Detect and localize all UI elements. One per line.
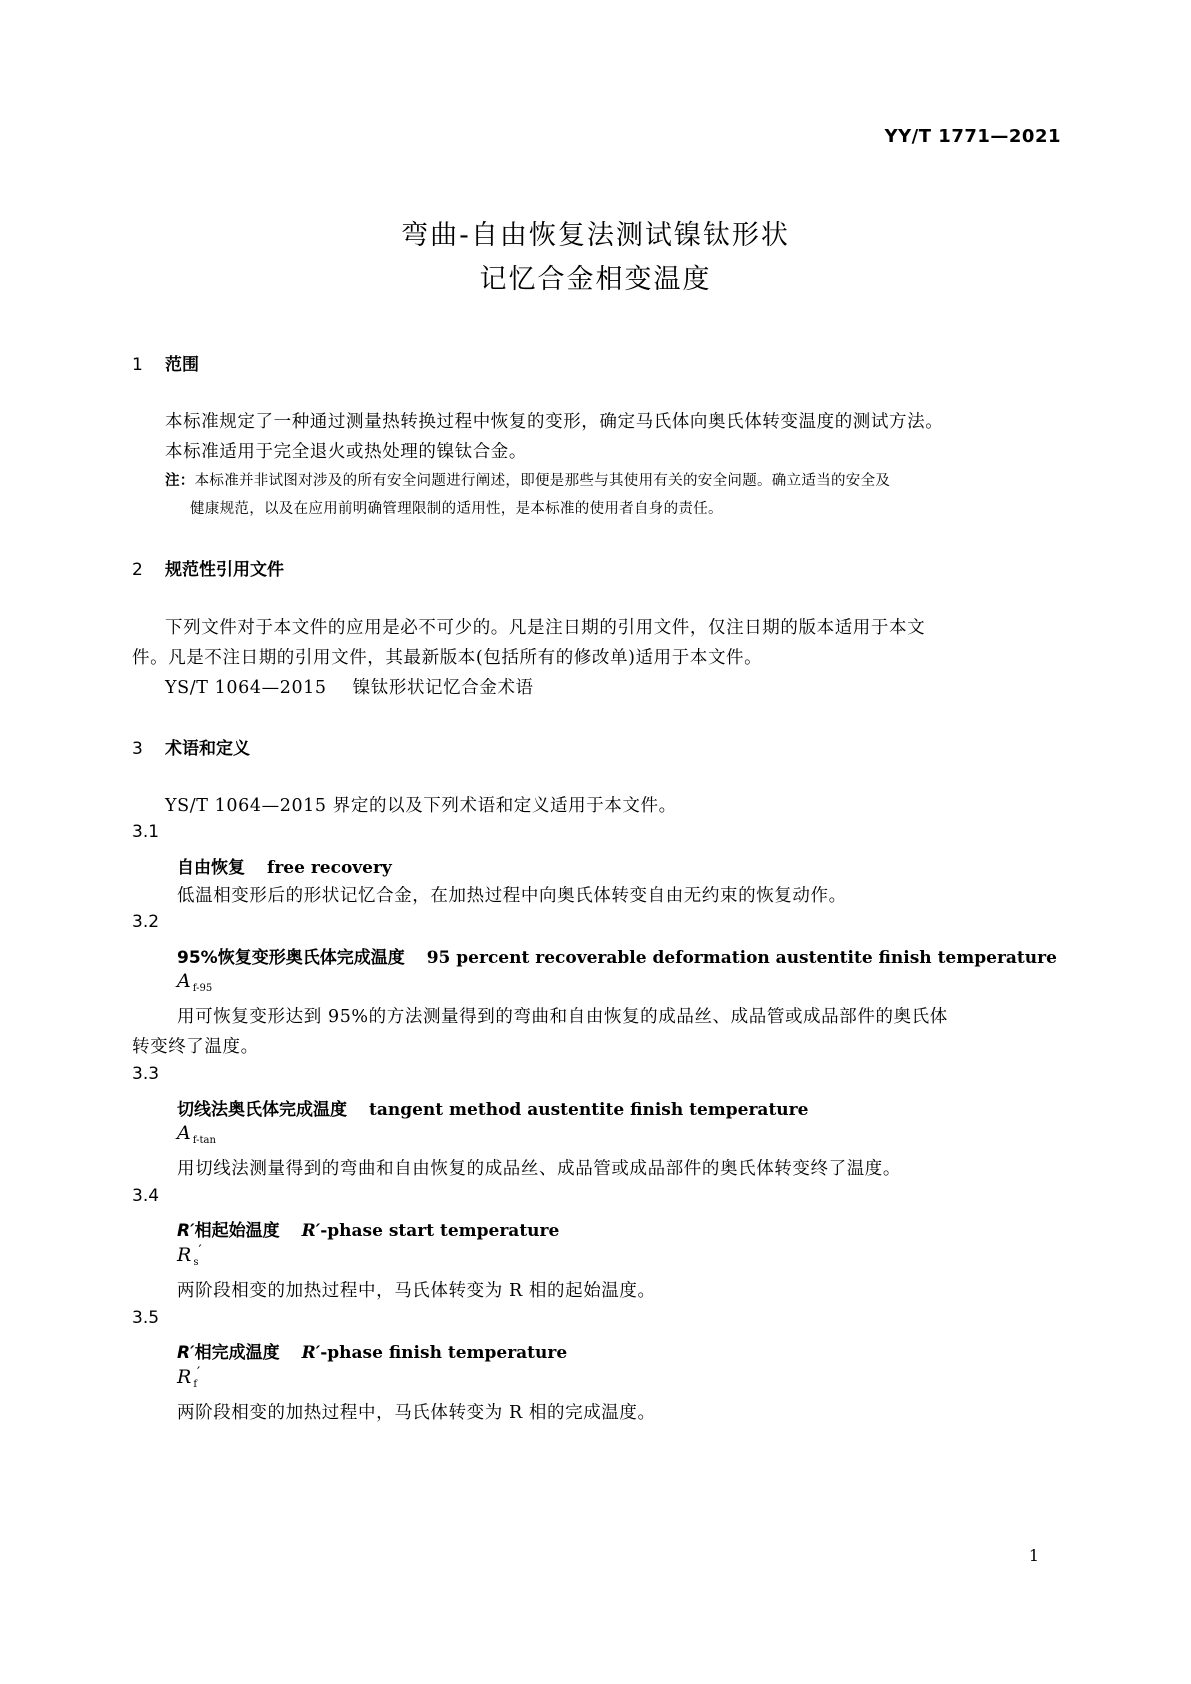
references-paragraph-line-1: 下列文件对于本文件的应用是必不可少的。凡是注日期的引用文件，仅注日期的版本适用于本文 bbox=[165, 618, 926, 638]
term-cn: 切线法奥氏体完成温度 bbox=[177, 1100, 347, 1120]
term-symbol: A $_{f-tan}$ bbox=[177, 1122, 216, 1146]
term-en-symbol: R′ bbox=[301, 1343, 321, 1363]
term-cn: 自由恢复 bbox=[177, 858, 245, 878]
scope-paragraph-2: 本标准适用于完全退火或热处理的镍钛合金。 bbox=[165, 442, 527, 462]
term-symbol: R $_s$′ bbox=[177, 1243, 202, 1268]
standard-code: YY/T 1771—2021 bbox=[884, 126, 1061, 147]
term-en: 95 percent recoverable deformation austentite finish temperature bbox=[426, 948, 1057, 968]
section-3-heading bbox=[132, 734, 250, 759]
references-paragraph-line-2: 件。凡是不注日期的引用文件，其最新版本(包括所有的修改单)适用于本文件。 bbox=[132, 648, 763, 668]
term-en: -phase finish temperature bbox=[320, 1343, 568, 1363]
section-title: 术语和定义 bbox=[165, 739, 250, 759]
term-definition: 用切线法测量得到的弯曲和自由恢复的成品丝、成品管或成品部件的奥氏体转变终了温度。 bbox=[177, 1159, 901, 1179]
term-definition-line-2: 转变终了温度。 bbox=[132, 1037, 259, 1057]
term-cn: 95%恢复变形奥氏体完成温度 bbox=[177, 948, 405, 968]
scope-note-line-2: 健康规范，以及在应用前明确管理限制的适用性，是本标准的使用者自身的责任。 bbox=[190, 501, 723, 517]
section-1-heading bbox=[132, 350, 199, 375]
document-title-line-1: 弯曲-自由恢复法测试镍钛形状 bbox=[401, 220, 790, 251]
scope-paragraph-1: 本标准规定了一种通过测量热转换过程中恢复的变形，确定马氏体向奥氏体转变温度的测试方法。 bbox=[165, 412, 944, 432]
term-definition: 两阶段相变的加热过程中，马氏体转变为 R 相的完成温度。 bbox=[177, 1403, 656, 1423]
term-en: tangent method austentite finish temperature bbox=[369, 1100, 809, 1120]
term-number: 3.2 bbox=[132, 912, 160, 932]
term-cn: 相完成温度 bbox=[194, 1343, 280, 1363]
section-title: 范围 bbox=[165, 355, 199, 375]
term-number: 3.1 bbox=[132, 822, 160, 842]
term-definition: 两阶段相变的加热过程中，马氏体转变为 R 相的起始温度。 bbox=[177, 1281, 656, 1301]
note-label: 注： bbox=[165, 473, 195, 489]
section-number: 2 bbox=[132, 560, 143, 580]
section-number: 1 bbox=[132, 355, 143, 375]
reference-title: 镍钛形状记忆合金术语 bbox=[352, 678, 534, 698]
section-title: 规范性引用文件 bbox=[165, 560, 284, 580]
terms-intro: YS/T 1064—2015 界定的以及下列术语和定义适用于本文件。 bbox=[165, 796, 677, 816]
term-definition: 低温相变形后的形状记忆合金，在加热过程中向奥氏体转变自由无约束的恢复动作。 bbox=[177, 886, 847, 906]
term-entry bbox=[177, 1216, 559, 1241]
term-cn-symbol: R′ bbox=[177, 1343, 195, 1363]
term-number: 3.4 bbox=[132, 1186, 160, 1206]
reference-entry bbox=[165, 674, 534, 699]
term-en: free recovery bbox=[267, 858, 392, 878]
note-text: 本标准并非试图对涉及的所有安全问题进行阐述，即便是那些与其使用有关的安全问题。确立适当的安全及 bbox=[194, 473, 891, 489]
term-en-symbol: R′ bbox=[301, 1221, 321, 1241]
term-number: 3.5 bbox=[132, 1308, 160, 1328]
term-entry bbox=[177, 1338, 567, 1363]
term-entry bbox=[177, 1095, 808, 1120]
term-en: -phase start temperature bbox=[320, 1221, 560, 1241]
term-symbol: A $_{f-95}$ bbox=[177, 970, 213, 994]
reference-code: YS/T 1064—2015 bbox=[165, 678, 327, 698]
page-number: 1 bbox=[1028, 1546, 1039, 1565]
term-cn: 相起始温度 bbox=[194, 1221, 280, 1241]
document-title-line-2: 记忆合金相变温度 bbox=[479, 264, 712, 295]
scope-note-line-1 bbox=[165, 469, 890, 490]
term-definition-line-1: 用可恢复变形达到 95%的方法测量得到的弯曲和自由恢复的成品丝、成品管或成品部件的奥氏体 bbox=[177, 1007, 948, 1027]
term-number: 3.3 bbox=[132, 1064, 160, 1084]
term-cn-symbol: R′ bbox=[177, 1221, 195, 1241]
term-entry bbox=[177, 943, 1057, 968]
term-entry bbox=[177, 853, 392, 878]
term-symbol: R $_f$′ bbox=[177, 1365, 201, 1390]
section-2-heading bbox=[132, 555, 284, 580]
section-number: 3 bbox=[132, 739, 143, 759]
